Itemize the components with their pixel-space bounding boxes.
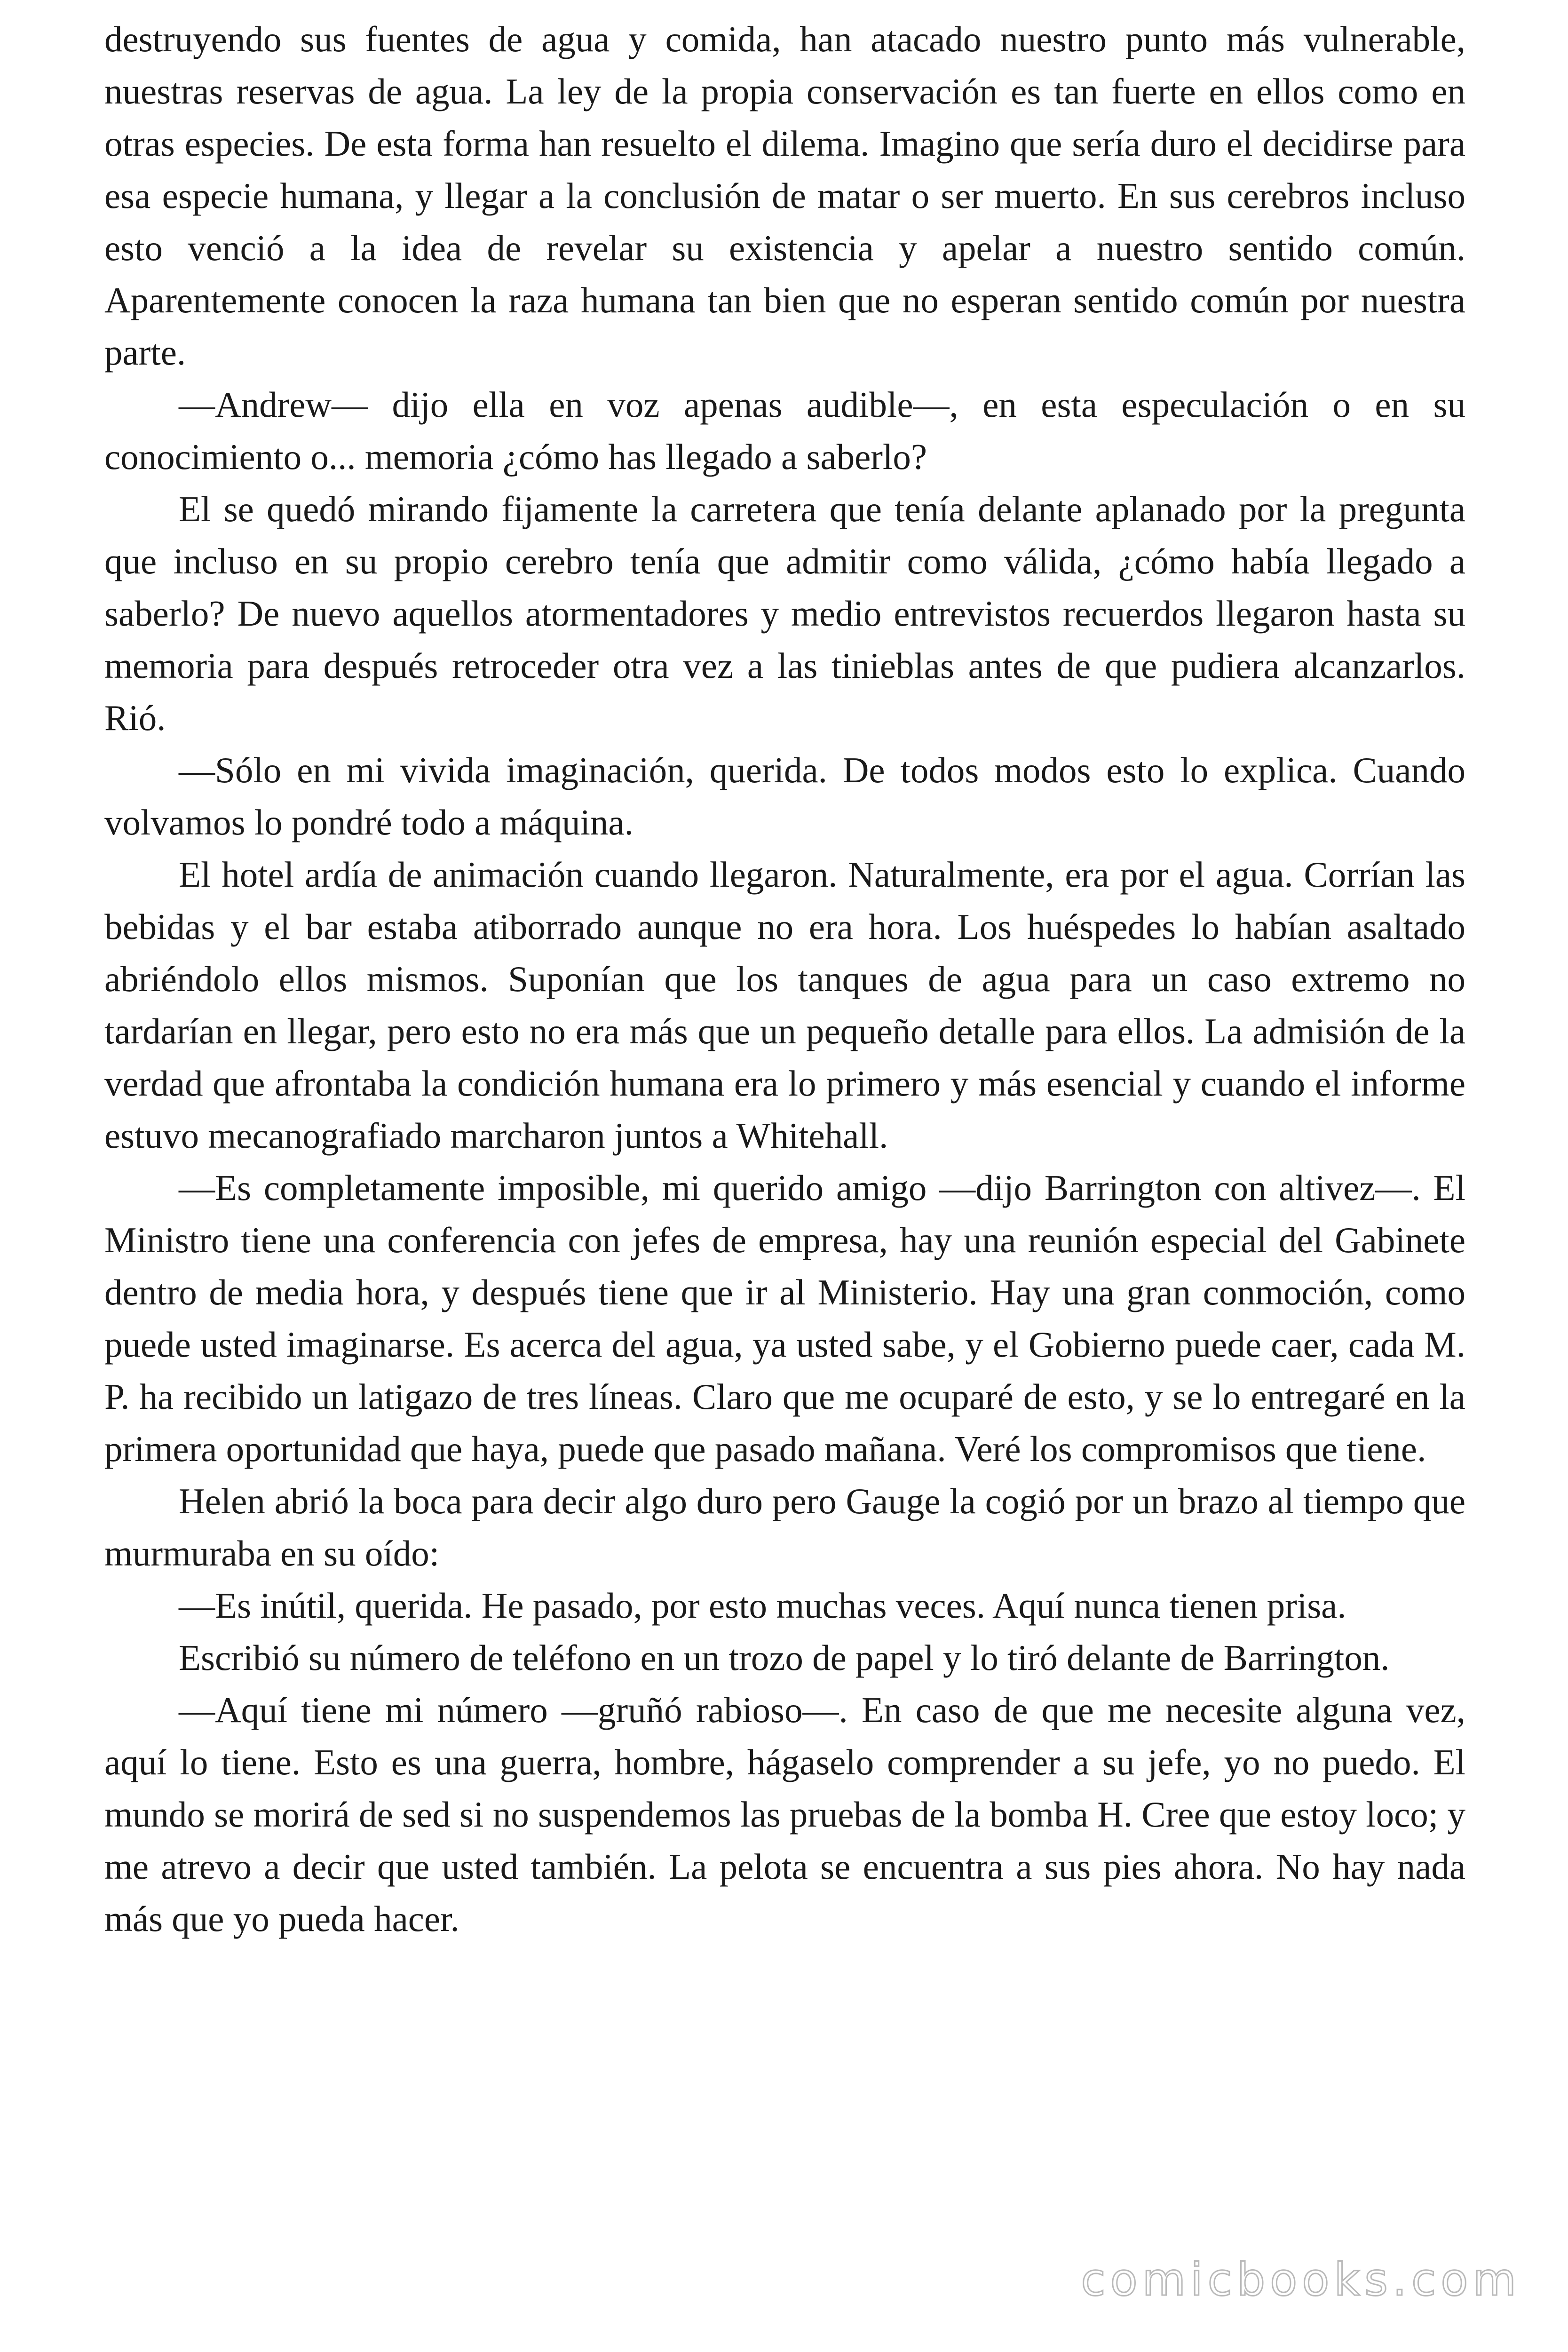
paragraph-barrington: —Es completamente imposible, mi querido amigo —dijo Barrington con altivez—. El Ministro tiene una conferencia con jefes de empresa, hay una reunión especial del Gabinete dentro de media hora, y después tiene que ir al Ministerio. Hay una gran conmoción, como puede usted imaginarse. Es acerca del agua, ya usted sabe, y el Gobierno puede caer, cada M. P. ha recibido un latigazo de tres líneas. Claro que me ocuparé de esto, y se lo entregaré en la primera oportunidad que haya, puede que pasado mañana. Veré los compromisos que tiene. <box>104 1168 1465 1469</box>
paragraph-final-dialogue: —Aquí tiene mi número —gruñó rabioso—. En caso de que me necesite alguna vez, aquí lo tiene. Esto es una guerra, hombre, hágaselo comprender a su jefe, yo no puedo. El mundo se morirá de sed si no suspendemos las pruebas de la bomba H. Cree que estoy loco; y me atrevo a decir que usted también. La pelota se encuentra a sus pies ahora. No hay nada más que yo pueda hacer. <box>104 1690 1465 1939</box>
paragraph-dialogue: —Sólo en mi vivida imaginación, querida. De todos modos esto lo explica. Cuando volvamos lo pondré todo a máquina. <box>104 750 1465 842</box>
paragraph-continuation: destruyendo sus fuentes de agua y comida, han atacado nuestro punto más vulnerable, nuestras reservas de agua. La ley de la propia conservación es tan fuerte en ellos como en otras especies. De esta forma han resuelto el dilema. Imagino que sería duro el decidirse para esa especie humana, y llegar a la conclusión de matar o ser muerto. En sus cerebros incluso esto venció a la idea de revelar su existencia y apelar a nuestro sentido común. Aparentemente conocen la raza humana tan bien que no esperan sentido común por nuestra parte. <box>104 19 1465 373</box>
paragraph-hotel: El hotel ardía de animación cuando llegaron. Naturalmente, era por el agua. Corrían las bebidas y el bar estaba atiborrado aunque no era hora. Los huéspedes lo habían asaltado abriéndolo ellos mismos. Suponían que los tanques de agua para un caso extremo no tardarían en llegar, pero esto no era más que un pequeño detalle para ellos. La admisión de la verdad que afrontaba la condición humana era lo primero y más esencial y cuando el informe estuvo mecanografiado marcharon juntos a Whitehall. <box>104 854 1465 1156</box>
paragraph-narration: El se quedó mirando fijamente la carretera que tenía delante aplanado por la pregunta que incluso en su propio cerebro tenía que admitir como válida, ¿cómo había llegado a saberlo? De nuevo aquellos atormentadores y medio entrevistos recuerdos llegaron hasta su memoria para después retroceder otra vez a las tinieblas antes de que pudiera alcanzarlos. Rió. <box>104 489 1465 738</box>
paragraph-helen: Helen abrió la boca para decir algo duro pero Gauge la cogió por un brazo al tiempo que murmuraba en su oído: <box>104 1481 1465 1573</box>
paragraph-phone-number: Escribió su número de teléfono en un trozo de papel y lo tiró delante de Barrington. <box>179 1637 1390 1678</box>
paragraph-dialogue-gauge: —Es inútil, querida. He pasado, por esto muchas veces. Aquí nunca tienen prisa. <box>179 1585 1346 1626</box>
page-body <box>104 13 1465 1945</box>
watermark-logo: comicbooks.com <box>1081 2254 1521 2306</box>
paragraph-dialogue-andrew: —Andrew— dijo ella en voz apenas audible—, en esta especulación o en su conocimiento o... memoria ¿cómo has llegado a saberlo? <box>104 384 1465 477</box>
